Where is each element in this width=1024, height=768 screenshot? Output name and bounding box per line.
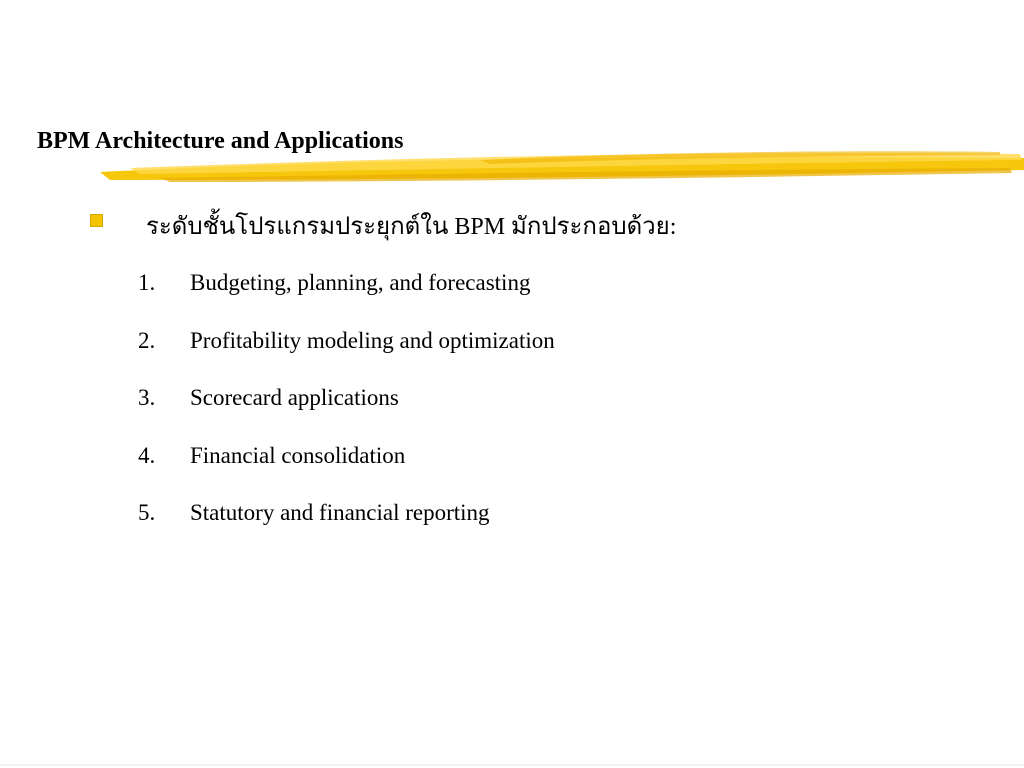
list-text: Profitability modeling and optimization: [190, 327, 555, 353]
list-text: Financial consolidation: [190, 442, 406, 468]
list-text: Scorecard applications: [190, 385, 399, 410]
bottom-divider: [0, 764, 1024, 766]
slide-title: BPM Architecture and Applications: [37, 128, 404, 154]
list-number: 4.: [138, 442, 156, 468]
list-number: 2.: [138, 327, 156, 353]
list-text: Statutory and financial reporting: [190, 500, 490, 525]
bullet-point: [90, 206, 677, 246]
list-number: 5.: [138, 500, 156, 525]
list-number: 1.: [138, 270, 156, 295]
list-text: Budgeting, planning, and forecasting: [190, 270, 531, 295]
list-number: 3.: [138, 385, 156, 410]
bullet-text: ระดับชั้นโปรแกรมประยุกต์ใน BPM มักประกอบด้วย:: [146, 214, 677, 240]
square-bullet-icon: [90, 214, 103, 227]
